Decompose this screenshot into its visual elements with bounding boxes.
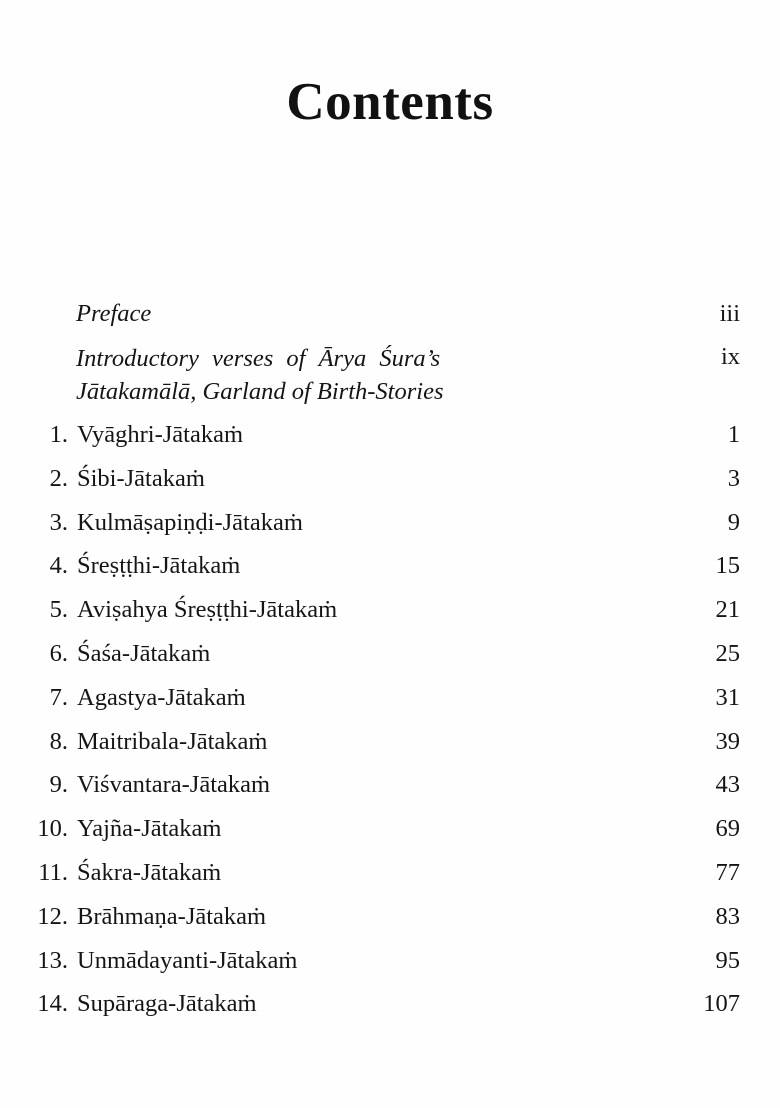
toc-entry-title: Śreṣṭṭhi-Jātakaṁ [77,552,241,580]
toc-entry-page-number: 43 [715,771,740,799]
toc-entry-number: 11. [38,858,68,886]
toc-entry-row [34,423,740,447]
toc-entry-row [34,598,740,622]
toc-entry-title: Śaśa-Jātakaṁ [77,639,211,667]
toc-entry-number: 2. [49,464,68,492]
front-matter-label-line2: Jātakamālā, Garland of Birth-Stories [76,378,444,405]
toc-entry-title: Aviṣahya Śreṣṭṭhi-Jātakaṁ [77,596,338,624]
front-matter-row-introductory-verses [34,342,740,408]
toc-entry-number: 12. [37,902,68,930]
toc-entry-row [34,464,740,492]
toc-entry-number: 14. [37,990,68,1018]
toc-entry-title: Maitribala-Jātakaṁ [77,727,268,755]
toc-entry-row [34,639,740,667]
toc-entry-row [34,508,740,536]
toc-entry-page-number: 83 [715,902,740,930]
toc-entry-page-number: 31 [715,683,740,711]
front-matter-label-line1: Introductory verses of Ārya Śura’s [76,345,441,372]
toc-entry-page-number: 25 [715,639,740,667]
front-matter-page-number: iii [719,300,740,327]
front-matter-label: Preface [76,300,152,327]
table-of-contents [34,299,740,1036]
toc-entry-number: 7. [49,683,68,711]
toc-entry-number: 5. [49,596,68,624]
toc-entry-page-number: 9 [727,508,740,536]
toc-entry-row [34,992,740,1016]
toc-entry-number: 9. [49,771,68,799]
page-title: Contents [286,73,494,131]
toc-entry-page-number: 77 [715,858,740,886]
toc-entry-title: Yajña-Jātakaṁ [77,815,222,843]
toc-entry-title: Viśvantara-Jātakaṁ [77,771,271,799]
toc-entry-page-number: 15 [715,552,740,580]
toc-entry-row [34,727,740,755]
front-matter-row-preface [34,299,740,329]
toc-entry-page-number: 21 [715,596,740,624]
toc-entry-number: 1. [49,421,68,448]
toc-entry-row [34,858,740,886]
toc-entry-title: Unmādayanti-Jātakaṁ [77,946,298,974]
toc-entry-number: 13. [37,946,68,974]
toc-entry-title: Supāraga-Jātakaṁ [77,990,257,1018]
toc-entry-page-number: 69 [715,815,740,843]
toc-entry-number: 8. [49,727,68,755]
toc-entry-number: 6. [49,639,68,667]
toc-entry-title: Kulmāṣapiṇḍi-Jātakaṁ [77,508,303,536]
toc-entry-row [34,946,740,974]
toc-entry-number: 4. [49,552,68,580]
toc-entry-title: Brāhmaṇa-Jātakaṁ [77,902,267,930]
front-matter-label [76,342,676,408]
toc-entry-row [34,773,740,797]
toc-entry-row [34,902,740,930]
toc-entry-page-number: 39 [715,727,740,755]
toc-entry-title: Śakra-Jātakaṁ [77,858,222,886]
toc-entry-title: Śibi-Jātakaṁ [77,464,205,492]
toc-entry-title: Vyāghri-Jātakaṁ [77,421,243,448]
front-matter-page-number: ix [720,343,740,370]
toc-entry-page-number: 3 [727,464,740,492]
toc-entry-page-number: 95 [715,946,740,974]
toc-entry-row [34,554,740,578]
toc-entry-row [34,817,740,841]
toc-entry-row [34,683,740,711]
toc-entry-page-number: 107 [703,990,740,1018]
toc-entry-title: Agastya-Jātakaṁ [77,683,246,711]
toc-entry-number: 10. [37,815,68,843]
toc-entry-number: 3. [49,508,68,536]
toc-entry-page-number: 1 [727,421,740,448]
